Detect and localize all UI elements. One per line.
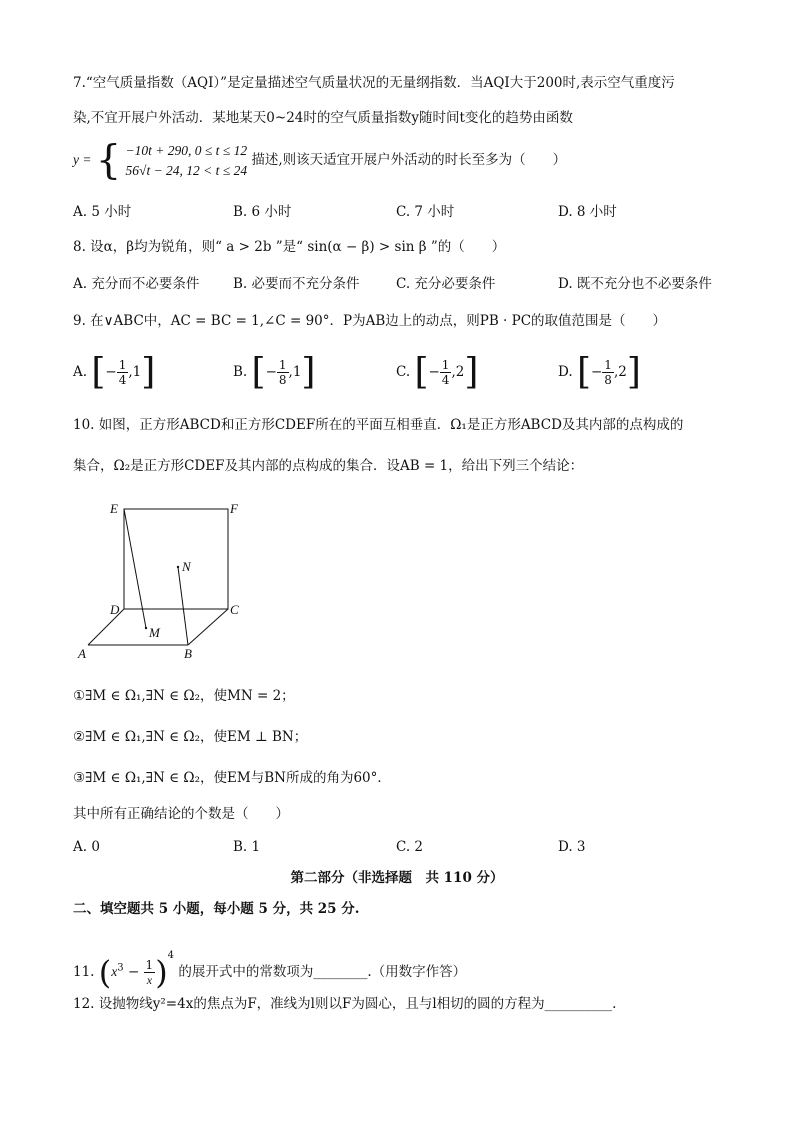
q12-stem: 12. 设抛物线y²=4x的焦点为F，准线为l则以F为圆心，且与l相切的圆的方程为__________.	[73, 996, 617, 1012]
q9-d-den: 8	[604, 373, 612, 387]
q9-b-lbracket: [	[251, 351, 266, 393]
q9-b-den: 8	[278, 373, 287, 387]
q11-minus: −	[127, 964, 140, 980]
q10-option-a[interactable]: A. 0	[73, 839, 100, 855]
q9-c-letter: C.	[396, 364, 411, 380]
q9-b-letter: B.	[233, 364, 248, 380]
q9-a-den: 4	[118, 373, 127, 387]
q10-figure	[70, 495, 270, 670]
q7-option-a[interactable]: A. 5 小时	[73, 204, 132, 220]
q7-option-b[interactable]: B. 6 小时	[233, 204, 292, 220]
q7-tail: 描述,则该天适宜开展户外活动的时长至多为（ ）	[251, 152, 567, 168]
q10-conclusion-2: ②∃M ∈ Ω₁,∃N ∈ Ω₂，使EM ⊥ BN；	[73, 729, 308, 745]
q9-d-letter: D.	[558, 364, 573, 380]
label-b: B	[184, 646, 192, 661]
q9-a-right: 1	[132, 364, 142, 380]
q11-outer-exp: 4	[167, 950, 175, 961]
label-d: D	[110, 602, 120, 617]
q8-option-c[interactable]: C. 充分必要条件	[396, 276, 496, 292]
q11-number: 11.	[73, 964, 95, 980]
q10-conclusion-1: ①∃M ∈ Ω₁,∃N ∈ Ω₂，使MN = 2；	[73, 688, 295, 704]
q9-b-right: 1	[292, 364, 302, 380]
q10-line1: 10. 如图，正方形ABCD和正方形CDEF所在的平面互相垂直．Ω₁是正方形ABCD及其内部的点构成的	[73, 417, 684, 433]
q9-a-frac	[117, 358, 129, 387]
q9-c-num: 1	[441, 358, 450, 372]
q9-option-d[interactable]: D. [− $\frac{1}{8}$ ,2]	[558, 351, 641, 393]
q7-line1: 7.“空气质量指数（AQI）”是定量描述空气质量状况的无量纲指数．当AQI大于200时,表示空气重度污	[73, 75, 675, 91]
q9-option-b[interactable]: B. [− $\frac{1}{8}$ ,1]	[233, 351, 316, 393]
q10-line2: 集合，Ω₂是正方形CDEF及其内部的点构成的集合．设AB = 1，给出下列三个结论：	[73, 458, 584, 474]
q10-option-c[interactable]: C. 2	[396, 839, 424, 855]
q9-d-frac	[602, 358, 614, 387]
q9-c-frac	[440, 358, 452, 387]
label-e: E	[110, 501, 118, 516]
q11-rparen: )	[155, 953, 168, 992]
q9-c-rbracket: ]	[464, 351, 479, 393]
segment-bn	[178, 567, 188, 645]
q11-tail: 的展开式中的常数项为________.（用数字作答）	[178, 964, 467, 980]
q7-case1: −10t + 290, 0 ≤ t ≤ 12	[125, 142, 248, 158]
label-a: A	[78, 646, 86, 661]
q9-d-right: 2	[618, 364, 627, 380]
label-m: M	[149, 625, 160, 640]
q7-piecewise	[126, 141, 248, 181]
part2-section: 二、填空题共 5 小题，每小题 5 分，共 25 分.	[73, 901, 360, 917]
q9-stem: 9. 在∨ABC中，AC = BC = 1,∠C = 90°．P为AB边上的动点，则PB · PC的取值范围是（ ）	[73, 313, 667, 329]
q10-option-b[interactable]: B. 1	[233, 839, 261, 855]
q7-line2: 染,不宜开展户外活动．某地某天0~24时的空气质量指数y随时间t变化的趋势由函数	[73, 110, 573, 126]
q9-a-letter: A.	[73, 364, 88, 380]
label-f: F	[230, 501, 238, 516]
q8-option-b[interactable]: B. 必要而不充分条件	[233, 276, 360, 292]
q10-ask: 其中所有正确结论的个数是（ ）	[73, 806, 289, 822]
q7-function	[73, 137, 567, 184]
edge-bc	[188, 609, 228, 645]
q9-b-num: 1	[278, 358, 287, 372]
q9-b-rbracket: ]	[301, 351, 316, 393]
q7-func-y: y =	[73, 152, 92, 167]
q9-option-a[interactable]: A. [− $\frac{1}{4}$ ,1]	[73, 351, 156, 393]
q10-conclusion-3: ③∃M ∈ Ω₁,∃N ∈ Ω₂，使EM与BN所成的角为60°．	[73, 770, 391, 786]
q11-frac-den: x	[146, 973, 153, 987]
q8-option-a[interactable]: A. 充分而不必要条件	[73, 276, 200, 292]
label-n: N	[182, 559, 191, 574]
q11-base: x	[111, 964, 118, 979]
q9-a-lbracket: [	[91, 351, 106, 393]
q9-c-lbracket: [	[414, 351, 429, 393]
q7-case2: 56√t − 24, 12 < t ≤ 24	[125, 162, 248, 178]
q9-d-rbracket: ]	[626, 351, 641, 393]
q9-a-rbracket: ]	[141, 351, 156, 393]
q9-option-c[interactable]: C. [− $\frac{1}{4}$ ,2]	[396, 351, 479, 393]
q9-b-frac	[277, 358, 289, 387]
segment-em	[124, 509, 146, 628]
q10-option-d[interactable]: D. 3	[558, 839, 586, 855]
point-n	[177, 566, 179, 568]
label-c: C	[230, 602, 239, 617]
q8-option-d[interactable]: D. 既不充分也不必要条件	[558, 276, 712, 292]
q7-option-c[interactable]: C. 7 小时	[396, 204, 455, 220]
q9-c-right: 2	[455, 364, 465, 380]
point-m	[145, 627, 147, 629]
q11-lparen: (	[98, 953, 112, 992]
q11-frac-num: 1	[145, 958, 154, 972]
q9-d-lbracket: [	[576, 351, 591, 393]
q11-stem	[73, 936, 466, 993]
q11-base-exp: 3	[117, 962, 124, 974]
q8-stem: 8. 设α，β均为锐角，则“ a > 2b ”是“ sin(α − β) > sin β ”的（ ）	[73, 239, 506, 255]
q7-option-d[interactable]: D. 8 小时	[558, 204, 617, 220]
q7-brace: {	[95, 137, 122, 184]
q9-a-num: 1	[118, 358, 127, 372]
q9-c-den: 4	[441, 373, 450, 387]
part2-title: 第二部分（非选择题 共 110 分）	[290, 870, 504, 886]
q11-frac	[144, 958, 156, 987]
q9-d-num: 1	[604, 358, 612, 372]
